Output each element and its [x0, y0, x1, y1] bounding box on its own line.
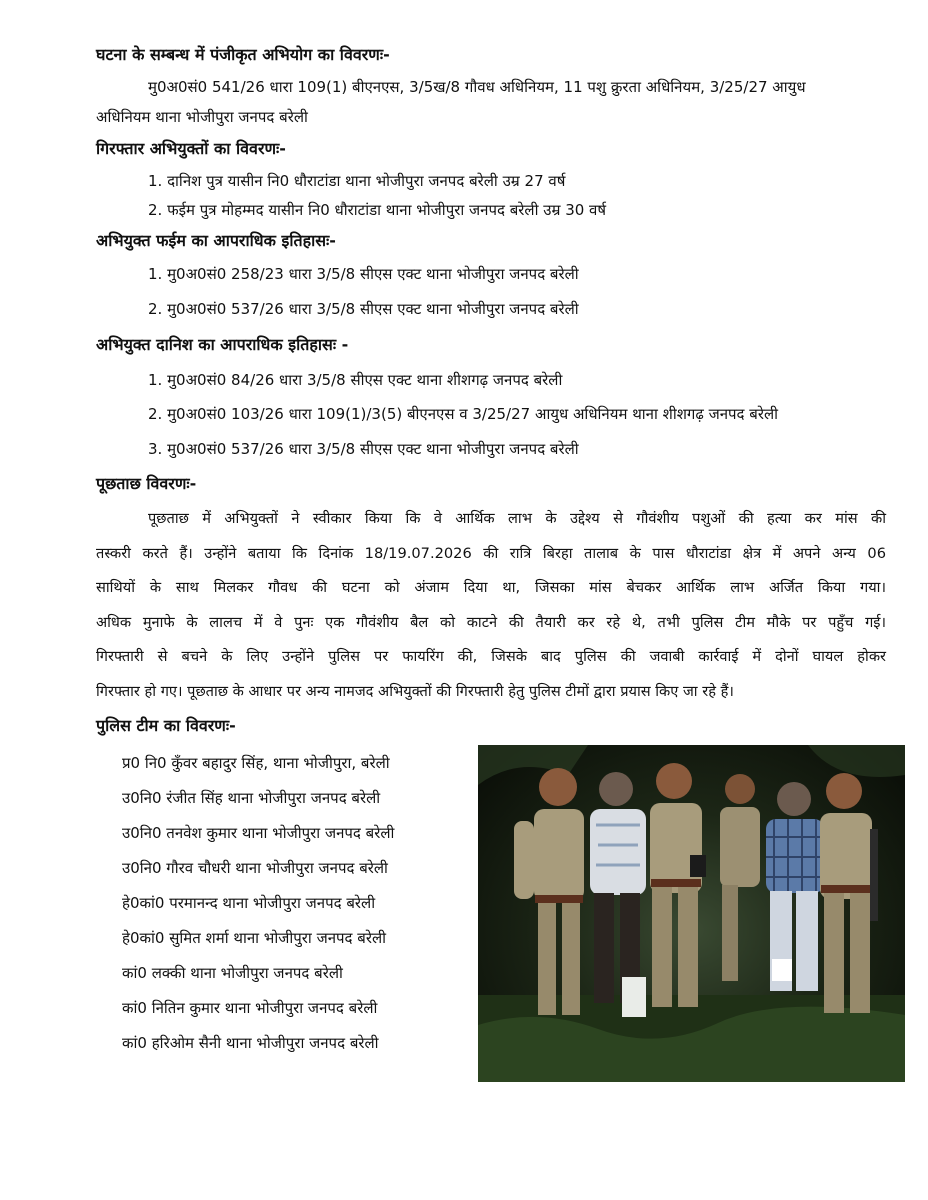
team-member: कां0 नितिन कुमार थाना भोजीपुरा जनपद बरेली — [122, 999, 378, 1017]
history-faim-item: 1. मु0अ0सं0 258/23 धारा 3/5/8 सीएस एक्ट थाना भोजीपुरा जनपद बरेली — [148, 265, 579, 283]
accused-figure — [590, 772, 646, 1017]
history-faim-item: 2. मु0अ0सं0 537/26 धारा 3/5/8 सीएस एक्ट थाना भोजीपुरा जनपद बरेली — [148, 300, 579, 318]
interrogation-line: पूछताछ में अभियुक्तों ने स्वीकार किया कि वे आर्थिक लाभ के उद्देश्य से गौवंशीय पशुओं की हत्या कर मांस की — [148, 510, 886, 527]
team-heading: पुलिस टीम का विवरणः- — [96, 716, 236, 735]
fir-line-1: मु0अ0सं0 541/26 धारा 109(1) बीएनएस, 3/5ख/8 गौवध अधिनियम, 11 पशु क्रुरता अधिनियम, 3/25/27 आयुध — [148, 78, 806, 96]
arrest-photo — [478, 745, 905, 1082]
team-member: हे0कां0 परमानन्द थाना भोजीपुरा जनपद बरेली — [122, 894, 376, 912]
team-member: कां0 हरिओम सैनी थाना भोजीपुरा जनपद बरेली — [122, 1034, 379, 1052]
history-danish-heading: अभियुक्त दानिश का आपराधिक इतिहासः - — [96, 335, 349, 354]
police-officer-figure — [650, 763, 706, 1007]
arrested-item: 1. दानिश पुत्र यासीन नि0 धौराटांडा थाना भोजीपुरा जनपद बरेली उम्र 27 वर्ष — [148, 172, 566, 190]
interrogation-line: गिरफ्तार हो गए। पूछताछ के आधार पर अन्य नामजद अभियुक्तों की गिरफ्तारी हेतु पुलिस टीमों द्वारा प्रयास किए जा रहे हैं। — [96, 682, 734, 700]
team-member: उ0नि0 रंजीत सिंह थाना भोजीपुरा जनपद बरेली — [122, 789, 381, 807]
history-faim-heading: अभियुक्त फईम का आपराधिक इतिहासः- — [96, 231, 336, 250]
interrogation-paragraph — [96, 502, 886, 709]
team-member: उ0नि0 गौरव चौधरी थाना भोजीपुरा जनपद बरेली — [122, 859, 388, 877]
fir-line-2: अधिनियम थाना भोजीपुरा जनपद बरेली — [96, 108, 308, 126]
team-member: कां0 लक्की थाना भोजीपुरा जनपद बरेली — [122, 964, 343, 982]
history-danish-item: 1. मु0अ0सं0 84/26 धारा 3/5/8 सीएस एक्ट थाना शीशगढ़ जनपद बरेली — [148, 371, 563, 389]
interrogation-line: अधिक मुनाफे के लालच में वे पुनः एक गौवंशीय बैल को काटने की तैयारी कर रहे थे, तभी पुलिस टीम मौके पर पहुँच गई। — [96, 613, 886, 631]
team-member: हे0कां0 सुमित शर्मा थाना भोजीपुरा जनपद बरेली — [122, 929, 387, 947]
arrested-heading: गिरफ्तार अभियुक्तों का विवरणः- — [96, 139, 286, 158]
arrest-photo-illustration — [478, 745, 905, 1082]
interrogation-heading: पूछताछ विवरणः- — [96, 474, 197, 493]
team-member: प्र0 नि0 कुँवर बहादुर सिंह, थाना भोजीपुरा, बरेली — [122, 754, 390, 772]
police-officer-figure — [820, 773, 878, 1013]
team-member: उ0नि0 तनवेश कुमार थाना भोजीपुरा जनपद बरेली — [122, 824, 395, 842]
arrested-item: 2. फईम पुत्र मोहम्मद यासीन नि0 धौराटांडा थाना भोजीपुरा जनपद बरेली उम्र 30 वर्ष — [148, 201, 607, 219]
accused-figure — [766, 782, 824, 991]
interrogation-line: गिरफ्तारी से बचने के लिए उन्होंने पुलिस पर फायरिंग की, जिसके बाद पुलिस की जवाबी कार्रवाई में दोनों घायल होकर — [96, 648, 886, 665]
history-danish-item: 2. मु0अ0सं0 103/26 धारा 109(1)/3(5) बीएनएस व 3/25/27 आयुध अधिनियम थाना शीशगढ़ जनपद बरेली — [148, 405, 779, 423]
interrogation-line: तस्करी करते हैं। उन्होंने बताया कि दिनांक 18/19.07.2026 की रात्रि बिरहा तालाब के पास धौराटांडा क्षेत्र में अपने अन्य 06 — [96, 544, 886, 562]
police-officer-figure — [514, 768, 584, 1015]
interrogation-line: साथियों के साथ मिलकर गौवध की घटना को अंजाम दिया था, जिसका मांस बेचकर आर्थिक लाभ अर्जित किया गया। — [96, 579, 886, 596]
fir-heading: घटना के सम्बन्ध में पंजीकृत अभियोग का विवरणः- — [96, 45, 390, 64]
history-danish-item: 3. मु0अ0सं0 537/26 धारा 3/5/8 सीएस एक्ट थाना भोजीपुरा जनपद बरेली — [148, 440, 579, 458]
police-officer-figure — [720, 774, 760, 981]
